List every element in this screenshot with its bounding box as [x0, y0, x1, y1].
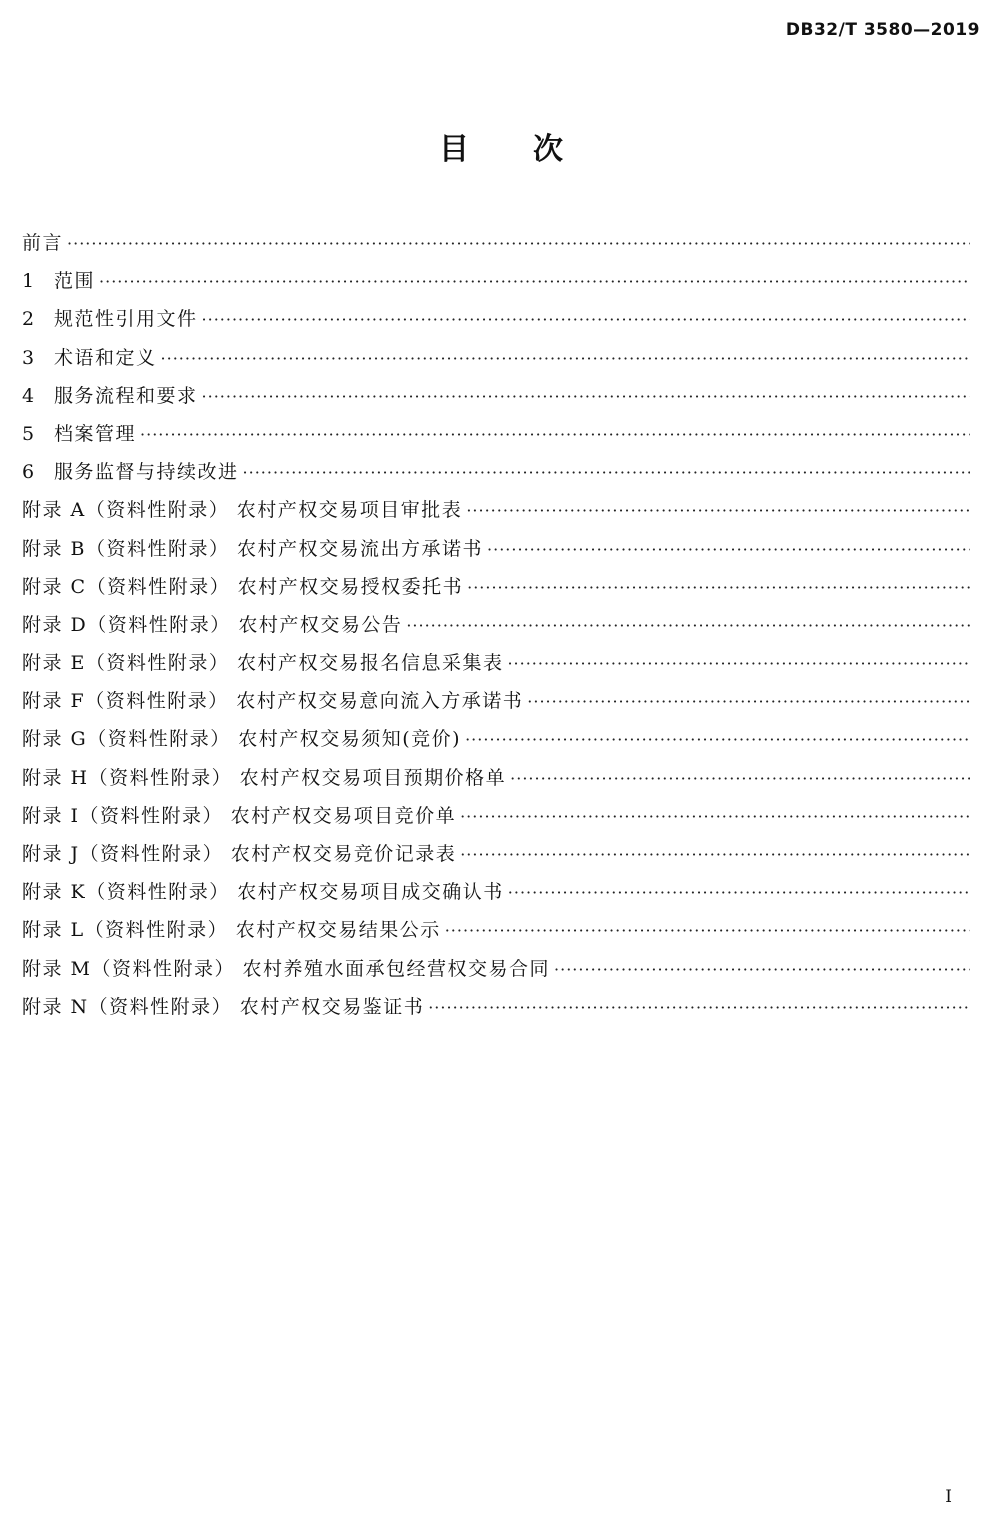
- toc-entry-label: 附录 D（资料性附录） 农村产权交易公告: [22, 613, 403, 636]
- toc-leader-dots: [508, 874, 970, 911]
- toc-entry-number: 1: [22, 270, 36, 293]
- toc-entry[interactable]: [22, 950, 970, 988]
- toc-entry[interactable]: [22, 453, 970, 491]
- document-code: DB32/T 3580—2019: [785, 20, 980, 40]
- toc-entry-label: 档案管理: [54, 422, 137, 445]
- toc-entry-label: 附录 G（资料性附录） 农村产权交易须知(竞价): [22, 728, 462, 751]
- toc-entry[interactable]: [22, 224, 970, 262]
- toc-entry-number: 3: [22, 346, 36, 369]
- toc-leader-dots: [243, 454, 970, 491]
- toc-entry[interactable]: [22, 873, 970, 911]
- toc-entry[interactable]: [22, 377, 970, 415]
- toc-entry-label: 附录 K（资料性附录） 农村产权交易项目成交确认书: [22, 881, 504, 904]
- toc-entry-label: 附录 N（资料性附录） 农村产权交易鉴证书: [22, 995, 425, 1018]
- toc-leader-dots: [460, 798, 970, 835]
- toc-leader-dots: [99, 263, 970, 300]
- toc-leader-dots: [466, 492, 970, 529]
- toc-entry-label: 范围: [54, 270, 96, 293]
- toc-entry-label: 附录 I（资料性附录） 农村产权交易项目竞价单: [22, 804, 457, 827]
- toc-entry-label: 附录 M（资料性附录） 农村养殖水面承包经营权交易合同: [22, 957, 551, 980]
- toc-entry-label: 附录 J（资料性附录） 农村产权交易竞价记录表: [22, 843, 457, 865]
- toc-entry-label: 附录 F（资料性附录） 农村产权交易意向流入方承诺书: [22, 690, 524, 713]
- toc-entry[interactable]: [22, 530, 970, 568]
- toc-leader-dots: [507, 645, 970, 682]
- toc-entry[interactable]: [22, 300, 970, 338]
- toc-entry-label: 附录 A（资料性附录） 农村产权交易项目审批表: [22, 499, 463, 522]
- toc-leader-dots: [161, 340, 970, 377]
- toc-entry-number: 6: [22, 461, 36, 484]
- toc-leader-dots: [465, 721, 970, 758]
- toc-leader-dots: [554, 951, 970, 988]
- toc-leader-dots: [510, 760, 970, 797]
- toc-leader-dots: [67, 225, 970, 262]
- toc-entry[interactable]: [22, 682, 970, 720]
- toc-entry-label: 附录 H（资料性附录） 农村产权交易项目预期价格单: [22, 766, 507, 789]
- toc-entry-label: 附录 E（资料性附录） 农村产权交易报名信息采集表: [22, 652, 504, 675]
- toc-leader-dots: [527, 683, 970, 720]
- toc-entry-label: 服务监督与持续改进: [54, 461, 239, 484]
- toc-entry[interactable]: [22, 797, 970, 835]
- toc-leader-dots: [487, 531, 970, 568]
- toc-entry-label: 术语和定义: [54, 346, 157, 369]
- toc-entry[interactable]: [22, 568, 970, 606]
- toc-entry[interactable]: [22, 262, 970, 300]
- toc-entry[interactable]: [22, 339, 970, 377]
- toc-leader-dots: [140, 416, 970, 453]
- toc-entry[interactable]: [22, 720, 970, 758]
- table-of-contents: [22, 224, 970, 1026]
- toc-entry[interactable]: [22, 759, 970, 797]
- toc-leader-dots: [445, 912, 970, 949]
- toc-leader-dots: [202, 378, 970, 415]
- toc-entry-label: 附录 L（资料性附录） 农村产权交易结果公示: [22, 919, 441, 942]
- toc-entry-label: 附录 B（资料性附录） 农村产权交易流出方承诺书: [22, 537, 484, 560]
- toc-leader-dots: [460, 836, 970, 873]
- toc-entry[interactable]: [22, 491, 970, 529]
- toc-entry[interactable]: [22, 911, 970, 949]
- toc-entry-number: 4: [22, 384, 36, 407]
- toc-entry-number: 5: [22, 422, 36, 445]
- page-title: 目次: [439, 132, 627, 167]
- toc-entry[interactable]: [22, 606, 970, 644]
- toc-entry-label: 规范性引用文件: [54, 308, 198, 331]
- toc-leader-dots: [428, 989, 970, 1026]
- toc-entry-label: 附录 C（资料性附录） 农村产权交易授权委托书: [22, 575, 464, 598]
- toc-entry[interactable]: [22, 835, 970, 873]
- toc-entry-label: 前言: [22, 232, 64, 254]
- toc-entry[interactable]: [22, 415, 970, 453]
- toc-entry-number: 2: [22, 308, 36, 331]
- page-number: I: [945, 1487, 952, 1507]
- toc-leader-dots: [406, 607, 970, 644]
- toc-entry-label: 服务流程和要求: [54, 384, 198, 407]
- toc-entry[interactable]: [22, 644, 970, 682]
- toc-entry[interactable]: [22, 988, 970, 1026]
- toc-leader-dots: [202, 301, 970, 338]
- toc-leader-dots: [467, 569, 970, 606]
